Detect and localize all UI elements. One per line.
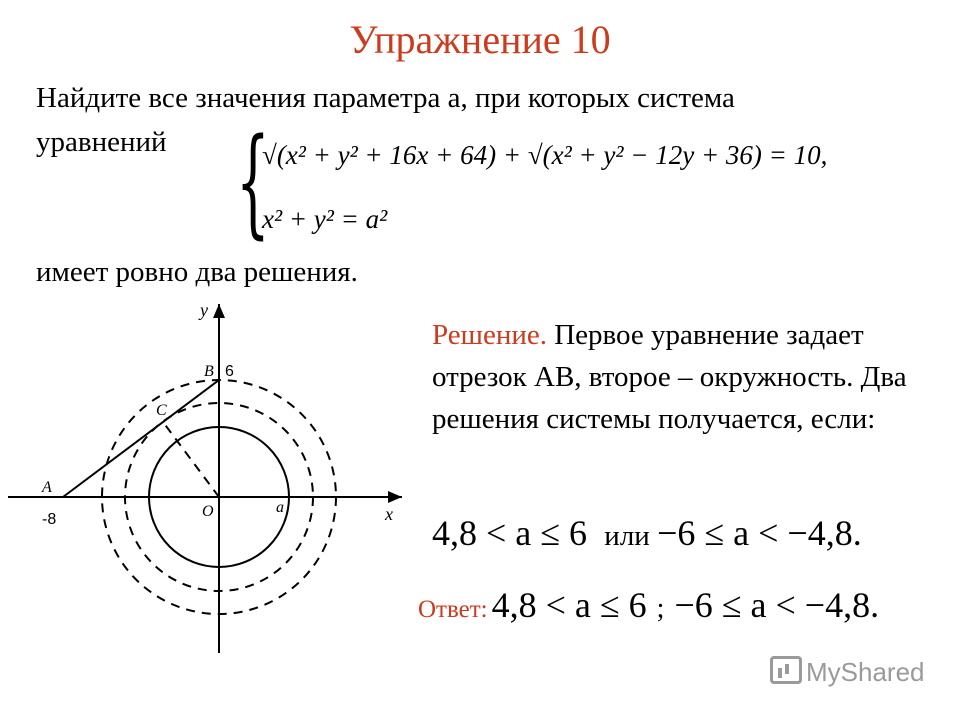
answer-part-2: −6 ≤ a < −4,8. xyxy=(674,585,880,625)
answer-label: Ответ: xyxy=(418,596,488,623)
label-point-a: A xyxy=(42,479,52,496)
solution-text: Первое уравнение задает отрезок AB, второе – окружность. Два решения системы получается, если: xyxy=(432,319,907,435)
label-tick-x: -8 xyxy=(42,511,57,528)
condition-row xyxy=(432,512,862,554)
equation-1: √(x² + y² + 16x + 64) + √(x² + y² − 12y + 36) = 10, xyxy=(262,140,828,170)
slide-title: Упражнение 10 xyxy=(349,17,611,62)
solution-label: Решение. xyxy=(432,319,547,351)
answer-part-1: 4,8 < a ≤ 6 xyxy=(491,585,647,625)
watermark xyxy=(770,656,925,688)
solution-block xyxy=(432,314,932,440)
watermark-text: MyShared xyxy=(806,657,925,687)
label-tick-y: 6 xyxy=(225,363,234,380)
label-point-b: B xyxy=(204,363,214,380)
coordinate-graph xyxy=(0,298,420,658)
equation-system xyxy=(236,112,936,250)
system-brace: { xyxy=(236,112,270,250)
or-word: или xyxy=(604,520,650,552)
equation-2: x² + y² = a² xyxy=(262,204,388,234)
y-axis-arrow xyxy=(213,304,225,318)
label-radius-a: a xyxy=(276,499,284,516)
label-point-c: C xyxy=(156,402,167,419)
condition-2: −6 ≤ a < −4,8. xyxy=(657,513,862,553)
label-y-axis: y xyxy=(200,300,208,320)
task-line-2: уравнений xyxy=(36,126,167,158)
answer-separator: ; xyxy=(656,593,665,624)
presentation-icon xyxy=(770,656,802,684)
segment-ab xyxy=(63,380,219,497)
x-axis-arrow xyxy=(388,491,402,503)
condition-1: 4,8 < a ≤ 6 xyxy=(432,513,588,553)
answer-row xyxy=(418,584,879,626)
label-x-axis: x xyxy=(385,504,393,524)
task-line-1: Найдите все значения параметра a, при которых система xyxy=(36,82,735,114)
task-ending: имеет ровно два решения. xyxy=(36,256,358,288)
label-origin: O xyxy=(202,503,214,520)
